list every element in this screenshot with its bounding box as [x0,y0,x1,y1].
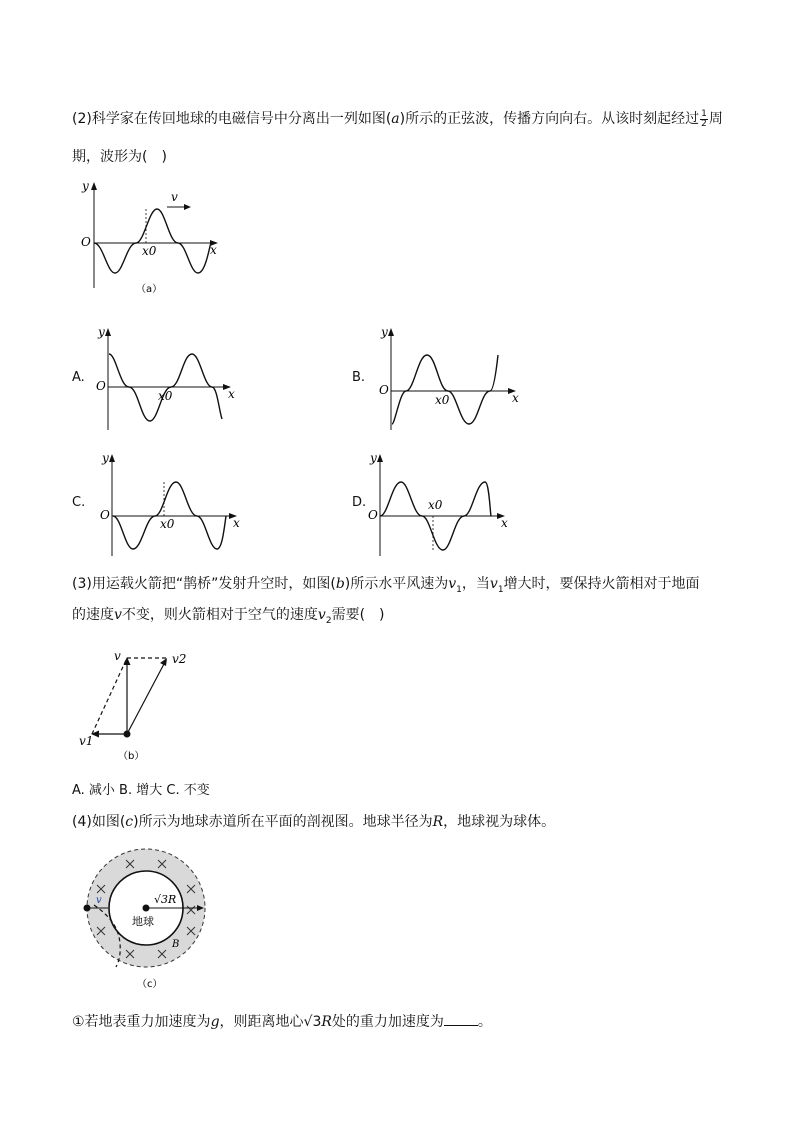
opt-d-x-label: x [501,516,508,530]
q3-text-mid2: ，当 [461,576,490,592]
fig-a-x0-label: x0 [142,244,157,258]
q3-line2-pre: 的速度 [72,607,114,623]
q3-v1-sub: 1 [456,584,462,595]
opt-d-x0-label: x0 [428,498,443,512]
q3-line2-mid: 不变，则火箭相对于空气的速度 [121,607,318,623]
q3-text-end: 增大时，要保持火箭相对于地面 [503,576,700,592]
q2-fig-a: a [391,111,400,127]
opt-c-origin-label: O [100,508,110,522]
opt-a-x-label: x [228,387,235,401]
opt-a-y-label: y [98,325,105,339]
fig-b-v-label: v [114,649,121,663]
opt-b-x-label: x [512,391,519,405]
fig-c-caption: （c） [137,979,163,990]
q3-line2 [72,604,385,626]
q4-R: R [432,814,444,830]
q4-text-mid: )所示为地球赤道所在平面的剖视图。地球半径为 [133,814,433,830]
q2-line2: 期，波形为( ) [72,149,167,165]
option-b-graph [377,324,527,432]
q3-line1 [72,573,700,595]
q3-fig-b: b [335,576,345,592]
opt-a-x0-label: x0 [158,389,173,403]
q4-sub1-mid: ，则距离地心 [219,1014,304,1030]
fig-b-v1-label: v1 [79,734,94,748]
opt-b-x0-label: x0 [435,393,450,407]
q3-v1b-sub: 1 [497,584,504,595]
q3-choices: A. 减小 B. 增大 C. 不变 [72,783,210,798]
q4-text-pre: (4)如图( [72,814,126,830]
figure-c [80,845,215,995]
fig-a-v-label: v [171,190,178,204]
fig-b-caption: （b） [118,751,145,762]
option-b-label: B. [352,370,366,385]
q3-text-pre: (3)用运载火箭把“鹊桥”发射升空时，如图( [72,576,336,592]
q3-v1: v [448,576,457,592]
q4-sqrt3: √3 [303,1014,322,1030]
q2-fraction [700,110,708,129]
q4-g: g [210,1014,220,1030]
answer-blank[interactable] [444,1013,478,1026]
fig-a-origin-label: O [81,235,91,249]
q3-v: v [114,607,122,623]
option-a-label: A. [72,370,85,385]
opt-b-y-label: y [381,325,388,339]
opt-c-x-label: x [233,516,240,530]
q2-text-mid: )所示的正弦波，传播方向向右。从该时刻起经过 [399,111,700,127]
option-d-graph [366,450,516,558]
q3-line2-end: 需要( ) [331,607,385,623]
q4-sub1 [72,1011,492,1031]
option-a-graph [94,324,244,432]
option-c-graph [98,450,248,558]
q4-fig-c: c [125,814,134,830]
option-d-label: D. [352,495,367,510]
q3-v2-sub: 2 [325,615,332,626]
option-c-label: C. [72,495,86,510]
fig-a-caption: （a） [136,284,163,295]
q3-text-mid: )所示水平风速为 [344,576,449,592]
q2-text-pre: (2)科学家在传回地球的电磁信号中分离出一列如图( [72,111,392,127]
q2-line1 [72,108,723,129]
figure-b [76,648,206,763]
fig-c-r-label: √3R [154,893,177,906]
q4-sub1-end: 处的重力加速度为 [331,1014,444,1030]
q3-v2: v [317,607,326,623]
opt-c-x0-label: x0 [160,517,175,531]
opt-b-origin-label: O [379,383,389,397]
q2-text-end: 周 [708,111,723,127]
fig-c-v-label: v [96,895,102,906]
opt-d-origin-label: O [368,508,378,522]
opt-a-origin-label: O [96,379,106,393]
fig-c-earth-label: 地球 [132,915,154,928]
fig-c-B-label: B [172,939,180,950]
fig-a-x-label: x [210,243,217,257]
opt-d-y-label: y [370,451,377,465]
figure-a [70,176,240,301]
q4-line1 [72,811,555,831]
q3-v1b: v [489,576,498,592]
q4-sub1-tail: 。 [477,1014,492,1030]
fig-a-y-label: y [82,179,89,193]
fig-b-v2-label: v2 [172,652,187,666]
q2-frac-num: 1 [701,108,707,119]
q4-text-end: ，地球视为球体。 [443,814,556,830]
q2-frac-den: 2 [701,118,707,129]
q4-sub1-pre: ①若地表重力加速度为 [72,1014,211,1030]
opt-c-y-label: y [102,451,109,465]
q4-R2: R [321,1014,332,1030]
